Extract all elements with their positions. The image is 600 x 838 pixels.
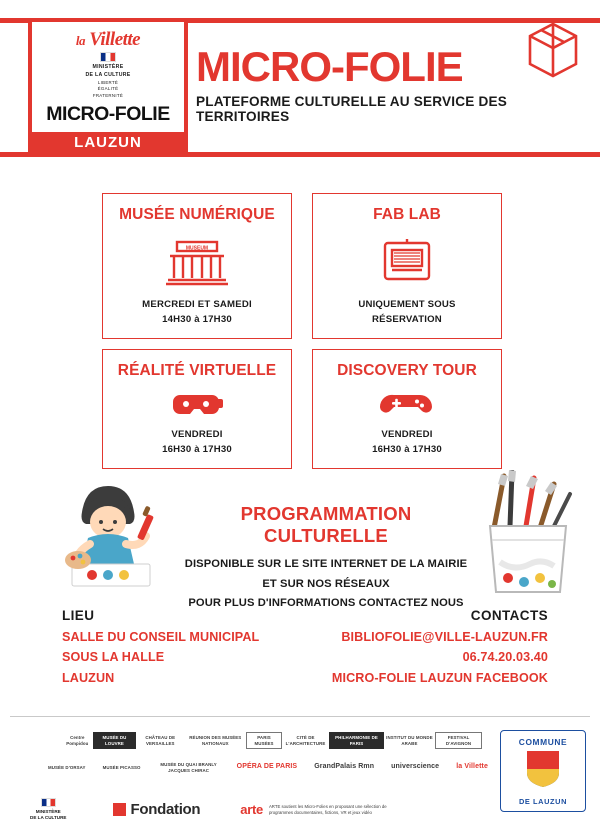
partner-logo: MUSÉE PICASSO (102, 764, 141, 770)
partner-logo: FESTIVAL D'AVIGNON (435, 732, 482, 749)
programmation-line-3: POUR PLUS D'INFORMATIONS CONTACTEZ NOUS (188, 597, 464, 610)
page-title: MICRO-FOLIE (196, 43, 463, 90)
partner-logo: PHILHARMONIE DE PARIS (329, 732, 383, 749)
partner-logo: INSTITUT DU MONDE ARABE (386, 735, 433, 746)
programmation-lines (176, 555, 476, 614)
card-title: RÉALITÉ VIRTUELLE (117, 362, 277, 379)
micro-folie-wordmark: MICRO-FOLIE (46, 103, 170, 126)
poster-footer (0, 724, 600, 838)
partner-logos-row-1 (62, 732, 482, 749)
partner-logo: universcience (391, 763, 440, 771)
contact-phone[interactable]: 06.74.20.03.40 (462, 650, 548, 665)
ministry-line-2: DE LA CULTURE (85, 71, 131, 78)
museum-building-icon (164, 224, 230, 298)
french-flag-icon (41, 798, 56, 807)
la-villette-la: la (75, 33, 85, 48)
french-flag-icon (100, 52, 116, 62)
arte-note: ARTE soutient les Micro-Folies en proposant une sélection de programmes documentaires, fictions, VR et jeux vidéo (268, 804, 387, 815)
partner-logo: RÉUNION DES MUSÉES NATIONAUX (189, 735, 242, 746)
ministry-of-culture-footer-mark (30, 798, 67, 822)
svg-text:MUSEUM: MUSEUM (185, 245, 209, 252)
contact-email[interactable]: BIBLIOFOLIE@VILLE-LAUZUN.FR (341, 630, 548, 644)
ministry-line-1: MINISTÈRE (92, 64, 124, 70)
programmation-line-2: ET SUR NOS RÉSEAUX (262, 577, 390, 590)
partner-logo: OPÉRA DE PARIS (236, 763, 298, 771)
partner-logo: CHÂTEAU DE VERSAILLES (145, 735, 176, 746)
ministry-footer-line-1: MINISTÈRE (35, 809, 61, 814)
card-line-2: 16H30 à 17H30 (162, 443, 232, 455)
programmation-title: PROGRAMMATION CULTURELLE (240, 503, 412, 546)
card-schedule (372, 428, 442, 468)
activities-grid (102, 193, 502, 469)
card-schedule (358, 298, 455, 338)
card-line-1: MERCREDI ET SAMEDI (142, 299, 252, 311)
partner-logo: MUSÉE DU QUAI BRANLY JACQUES CHIRAC (160, 762, 217, 773)
commune-bottom-label: DE LAUZUN (518, 797, 568, 806)
lieu-line-2: SOUS LA HALLE (62, 650, 165, 665)
ministry-footer-line-2: DE LA CULTURE (30, 815, 67, 821)
partner-logo: MUSÉE DU LOUVRE (93, 732, 137, 749)
card-discovery-tour (312, 349, 502, 469)
poster-header (0, 0, 600, 160)
contacts-block (332, 608, 548, 688)
vr-headset-icon (166, 380, 228, 428)
partner-logo: CITÉ DE L'ARCHITECTURE (285, 735, 326, 746)
partner-logo: MUSÉE D'ORSAY (48, 764, 86, 770)
footer-bottom-row (30, 798, 500, 822)
lauzun-coat-of-arms-icon (525, 749, 561, 789)
la-villette-name: Villette (89, 29, 141, 50)
card-line-1: VENDREDI (381, 429, 433, 441)
card-title: FAB LAB (373, 206, 441, 223)
card-fab-lab (312, 193, 502, 339)
partner-logo: PARIS MUSÉES (246, 732, 281, 749)
commune-top-label: COMMUNE (518, 737, 568, 747)
fondation-logo (113, 801, 201, 818)
town-label: LAUZUN (74, 134, 142, 152)
child-painting-illustration (58, 478, 174, 590)
card-title: DISCOVERY TOUR (337, 362, 477, 379)
3d-printer-icon (379, 224, 435, 298)
card-schedule (162, 428, 232, 468)
micro-folie-lauzun-logo (28, 18, 188, 157)
lieu-heading: LIEU (62, 608, 95, 623)
la-villette-wordmark (76, 29, 140, 51)
ministry-of-culture-mark (85, 52, 130, 99)
title-area (196, 43, 596, 124)
partner-logos-row-2 (48, 762, 488, 773)
card-line-2: 14H30 à 17H30 (162, 313, 232, 325)
card-line-2: 16H30 à 17H30 (372, 443, 442, 455)
partner-logo: GrandPalais Rmn (314, 763, 375, 771)
fondation-label: Fondation (130, 801, 201, 819)
town-banner (32, 132, 184, 153)
page-subtitle: PLATEFORME CULTURELLE AU SERVICE DES TERRITOIRES (196, 94, 508, 124)
commune-de-lauzun-logo (500, 730, 586, 812)
card-realite-virtuelle (102, 349, 292, 469)
programmation-text (176, 503, 476, 614)
game-controller-icon (378, 380, 436, 428)
partner-logo: la Villette (456, 763, 488, 771)
card-line-1: UNIQUEMENT SOUS (358, 299, 456, 311)
card-schedule (142, 298, 252, 338)
footer-divider (10, 716, 590, 717)
contacts-heading: CONTACTS (470, 608, 548, 623)
paint-brushes-jar-illustration (474, 470, 586, 600)
programmation-line-1: DISPONIBLE SUR LE SITE INTERNET DE LA MAIRIE (184, 558, 468, 570)
ministry-motto: LIBERTÉ ÉGALITÉ FRATERNITÉ (92, 79, 124, 98)
lieu-block (62, 608, 259, 688)
lieu-line-3: LAUZUN (62, 670, 115, 685)
lieu-line-1: SALLE DU CONSEIL MUNICIPAL (62, 630, 260, 644)
card-line-2: RÉSERVATION (372, 313, 442, 325)
contact-facebook[interactable]: MICRO-FOLIE LAUZUN FACEBOOK (331, 670, 548, 685)
programmation-section (0, 470, 600, 610)
fondation-square-icon (113, 803, 126, 816)
card-line-1: VENDREDI (171, 429, 223, 441)
arte-logo: arte (240, 802, 263, 818)
partner-logo: Centre Pompidou (66, 735, 89, 746)
card-musee-numerique (102, 193, 292, 339)
card-title: MUSÉE NUMÉRIQUE (119, 206, 275, 223)
